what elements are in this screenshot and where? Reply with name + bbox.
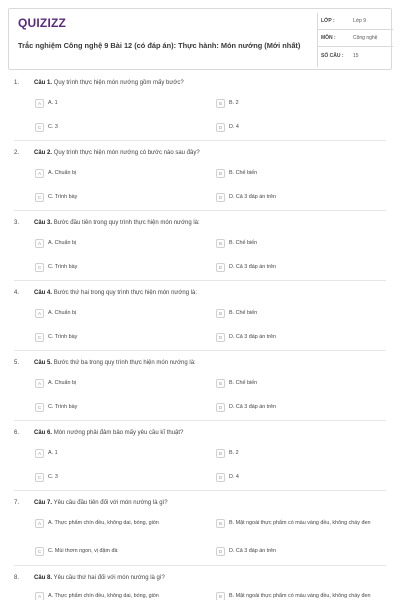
answer-option[interactable] — [35, 310, 198, 318]
question-divider — [14, 420, 386, 421]
meta-label: SỐ CÂU : — [321, 52, 344, 59]
meta-label: LỚP : — [321, 18, 335, 24]
answer-letter-badge: A — [35, 379, 44, 388]
answer-letter-badge: D — [216, 473, 225, 482]
question-label: Câu 2. — [34, 150, 53, 156]
meta-row-subject — [318, 30, 393, 47]
meta-row-grade — [318, 13, 393, 30]
question-number: 6. — [14, 430, 20, 436]
question-divider — [14, 490, 386, 491]
answer-letter-badge: D — [216, 263, 225, 272]
meta-table — [317, 13, 393, 67]
answer-text: A. Chuẩn bị — [48, 380, 77, 386]
answer-option[interactable] — [35, 380, 198, 388]
answer-text: A. Chuẩn bị — [48, 170, 77, 176]
answer-option[interactable] — [35, 520, 198, 528]
answer-letter-badge: C — [35, 473, 44, 482]
question-body: Món nướng phải đảm bảo mấy yêu cầu kĩ thuật? — [53, 430, 184, 436]
answer-letter-badge: A — [35, 309, 44, 318]
answer-text: C. 3 — [48, 124, 58, 130]
question-body: Yêu cầu đầu tiên đối với món nướng là gì? — [53, 500, 168, 506]
answer-text: B. 2 — [229, 100, 239, 106]
answer-text: D. Cả 3 đáp án trên — [229, 404, 277, 410]
meta-value: Công nghệ — [353, 35, 378, 41]
question-text — [34, 220, 200, 226]
answer-letter-badge: A — [35, 519, 44, 528]
question-text — [34, 430, 183, 436]
question-text — [34, 290, 197, 296]
answer-option[interactable] — [216, 404, 379, 412]
question-body: Yêu cầu thứ hai đối với món nướng là gì? — [53, 575, 165, 581]
question-body: Quy trình thực hiện món nướng có bước nào sau đây? — [53, 150, 200, 156]
document-title: Trắc nghiệm Công nghệ 9 Bài 12 (có đáp án): Thực hành: Món nướng (Mới nhất) — [18, 41, 301, 50]
answer-text: B. Chế biến — [229, 310, 258, 316]
answer-letter-badge: B — [216, 519, 225, 528]
answer-text: C. Trình bày — [48, 334, 78, 340]
answer-text: D. Cả 3 đáp án trên — [229, 548, 277, 554]
answer-option[interactable] — [216, 450, 379, 458]
answer-option[interactable] — [35, 334, 198, 342]
question-number: 8. — [14, 575, 20, 581]
answer-option[interactable] — [35, 593, 198, 600]
answer-option[interactable] — [216, 124, 379, 132]
answer-text: A. 1 — [48, 100, 58, 106]
answer-text: B. Chế biến — [229, 380, 258, 386]
question-label: Câu 8. — [34, 575, 53, 581]
answer-letter-badge: B — [216, 592, 225, 600]
document-header — [8, 8, 392, 70]
answer-text: A. Thực phẩm chín đều, không dai, bóng, giòn — [48, 593, 159, 599]
answer-letter-badge: C — [35, 123, 44, 132]
question-number: 4. — [14, 290, 20, 296]
question-text — [34, 575, 165, 581]
answer-letter-badge: C — [35, 333, 44, 342]
answer-option[interactable] — [216, 310, 379, 318]
answer-letter-badge: A — [35, 99, 44, 108]
answer-letter-badge: C — [35, 193, 44, 202]
question-body: Bước thứ ba trong quy trình thực hiện món nướng là: — [53, 360, 196, 366]
question-number: 7. — [14, 500, 20, 506]
answer-text: A. Chuẩn bị — [48, 240, 77, 246]
answer-option[interactable] — [35, 240, 198, 248]
answer-text: D. 4 — [229, 474, 239, 480]
meta-label: MÔN : — [321, 35, 336, 41]
question-number: 2. — [14, 150, 20, 156]
meta-value: 15 — [353, 52, 359, 59]
answer-letter-badge: B — [216, 449, 225, 458]
answer-text: D. Cả 3 đáp án trên — [229, 194, 277, 200]
answer-text: A. 1 — [48, 450, 58, 456]
answer-letter-badge: D — [216, 547, 225, 556]
answer-option[interactable] — [216, 264, 379, 272]
answer-letter-badge: B — [216, 239, 225, 248]
answer-text: A. Thực phẩm chín đều, không dai, bóng, giòn — [48, 520, 159, 526]
question-number: 1. — [14, 80, 20, 86]
question-label: Câu 7. — [34, 500, 53, 506]
answer-text: C. Trình bày — [48, 404, 78, 410]
answer-text: D. Cả 3 đáp án trên — [229, 334, 277, 340]
answer-option[interactable] — [35, 450, 198, 458]
answer-option[interactable] — [216, 334, 379, 342]
answer-text: D. Cả 3 đáp án trên — [229, 264, 277, 270]
answer-option[interactable] — [35, 100, 198, 108]
answer-option[interactable] — [35, 124, 198, 132]
answer-text: B. Chế biến — [229, 240, 258, 246]
answer-letter-badge: B — [216, 99, 225, 108]
answer-text: C. Trình bày — [48, 194, 78, 200]
answer-letter-badge: D — [216, 333, 225, 342]
answer-option[interactable] — [35, 548, 198, 556]
answer-option[interactable] — [216, 100, 379, 108]
answer-letter-badge: A — [35, 239, 44, 248]
answer-option[interactable] — [216, 380, 379, 388]
question-text — [34, 500, 168, 506]
answer-letter-badge: B — [216, 309, 225, 318]
meta-row-count — [318, 47, 393, 64]
question-body: Bước đầu tiên trong quy trình thực hiện món nướng là: — [53, 220, 200, 226]
question-label: Câu 1. — [34, 80, 53, 86]
answer-option[interactable] — [216, 593, 379, 600]
question-divider — [14, 140, 386, 141]
answer-letter-badge: A — [35, 449, 44, 458]
answer-letter-badge: A — [35, 169, 44, 178]
answer-option[interactable] — [216, 474, 379, 482]
question-divider — [14, 350, 386, 351]
answer-letter-badge: D — [216, 403, 225, 412]
answer-letter-badge: C — [35, 547, 44, 556]
answer-text: B. Chế biến — [229, 170, 258, 176]
answer-option[interactable] — [35, 194, 198, 202]
answer-text: B. Mặt ngoài thực phẩm có màu vàng đều, không cháy đen — [229, 520, 371, 526]
question-text — [34, 150, 200, 156]
question-label: Câu 5. — [34, 360, 53, 366]
question-divider — [14, 565, 386, 566]
answer-text: B. 2 — [229, 450, 239, 456]
answer-option[interactable] — [35, 474, 198, 482]
question-body: Quy trình thực hiện món nướng gồm mấy bước? — [53, 80, 184, 86]
answer-option[interactable] — [216, 548, 379, 556]
answer-letter-badge: B — [216, 169, 225, 178]
answer-letter-badge: C — [35, 403, 44, 412]
answer-letter-badge: C — [35, 263, 44, 272]
answer-letter-badge: D — [216, 193, 225, 202]
question-number: 3. — [14, 220, 20, 226]
question-text — [34, 360, 196, 366]
answer-option[interactable] — [35, 404, 198, 412]
answer-letter-badge: B — [216, 379, 225, 388]
answer-text: C. Trình bày — [48, 264, 78, 270]
question-divider — [14, 280, 386, 281]
answer-option[interactable] — [216, 240, 379, 248]
quizizz-logo: QUIZIZZ — [18, 16, 67, 30]
answer-option[interactable] — [35, 170, 198, 178]
answer-text: C. Mùi thơm ngon, vị đậm đà — [48, 548, 118, 554]
answer-letter-badge: A — [35, 592, 44, 600]
meta-value: Lớp 9 — [353, 18, 367, 24]
question-text — [34, 80, 184, 86]
answer-letter-badge: D — [216, 123, 225, 132]
question-label: Câu 3. — [34, 220, 53, 226]
question-label: Câu 6. — [34, 430, 53, 436]
answer-text: B. Mặt ngoài thực phẩm có màu vàng đều, không cháy đen — [229, 593, 371, 599]
question-divider — [14, 210, 386, 211]
answer-option[interactable] — [35, 264, 198, 272]
answer-text: C. 3 — [48, 474, 58, 480]
question-label: Câu 4. — [34, 290, 53, 296]
question-number: 5. — [14, 360, 20, 366]
answer-text: D. 4 — [229, 124, 239, 130]
question-body: Bước thứ hai trong quy trình thực hiện món nướng là: — [53, 290, 198, 296]
answer-text: A. Chuẩn bị — [48, 310, 77, 316]
answer-option[interactable] — [216, 520, 379, 528]
answer-option[interactable] — [216, 170, 379, 178]
answer-option[interactable] — [216, 194, 379, 202]
